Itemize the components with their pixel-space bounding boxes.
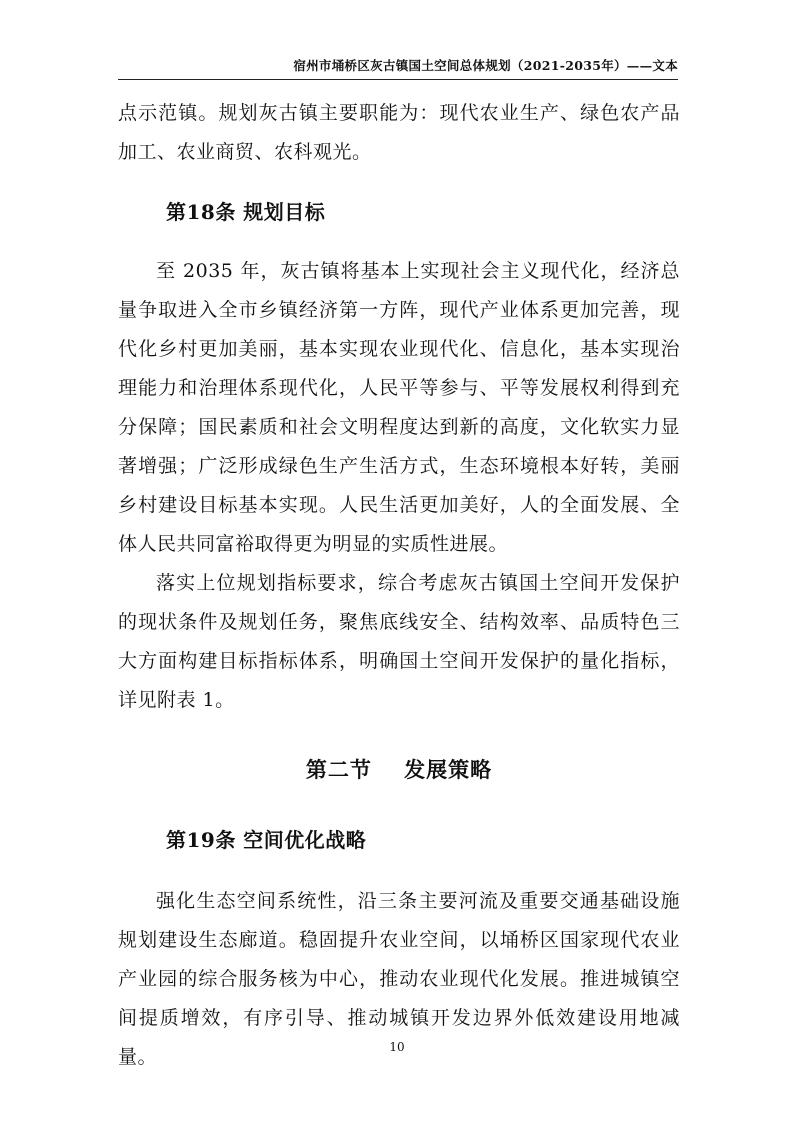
article-18-paragraph-1: 至 2035 年，灰古镇将基本上实现社会主义现代化，经济总量争取进入全市乡镇经济第一方阵，现代产业体系更加完善，现代化乡村更加美丽，基本实现农业现代化、信息化，基本实现治理能力和治理体系现代化，人民平等参与、平等发展权利得到充分保障；国民素质和社会文明程度达到新的高度，文化软实力显著增强；广泛形成绿色生产生活方式，生态环境根本好转，美丽乡村建设目标基本实现。人民生活更加美好，人的全面发展、全体人民共同富裕取得更为明显的实质性进展。 bbox=[118, 260, 680, 555]
article-18-paragraph-2: 落实上位规划指标要求，综合考虑灰古镇国土空间开发保护的现状条件及规划任务，聚焦底线安全、结构效率、品质特色三大方面构建目标指标体系，明确国土空间开发保护的量化指标，详见附表 1。 bbox=[118, 572, 680, 711]
section-2-heading: 第二节 发展策略 bbox=[305, 757, 493, 782]
header-rule bbox=[118, 79, 678, 80]
spacer bbox=[118, 720, 680, 750]
article-19-heading: 第19条 空间优化战略 bbox=[166, 828, 367, 852]
page-content bbox=[118, 94, 680, 1077]
spacer bbox=[118, 172, 680, 192]
running-header: 宿州市埇桥区灰古镇国土空间总体规划（2021-2035年）——文本 bbox=[293, 58, 678, 73]
article-18-heading: 第18条 规划目标 bbox=[166, 200, 326, 224]
page-number: 10 bbox=[389, 1040, 405, 1054]
spacer bbox=[118, 860, 680, 882]
spacer bbox=[118, 232, 680, 252]
spacer bbox=[118, 790, 680, 820]
continuation-paragraph: 点示范镇。规划灰古镇主要职能为：现代农业生产、绿色农产品加工、农业商贸、农科观光。 bbox=[118, 102, 680, 163]
article-19-paragraph-1: 强化生态空间系统性，沿三条主要河流及重要交通基础设施规划建设生态廊道。稳固提升农业空间，以埇桥区国家现代农业产业园的综合服务核为中心，推动农业现代化发展。推进城镇空间提质增效，有序引导、推动城镇开发边界外低效建设用地减量。 bbox=[118, 890, 680, 1068]
